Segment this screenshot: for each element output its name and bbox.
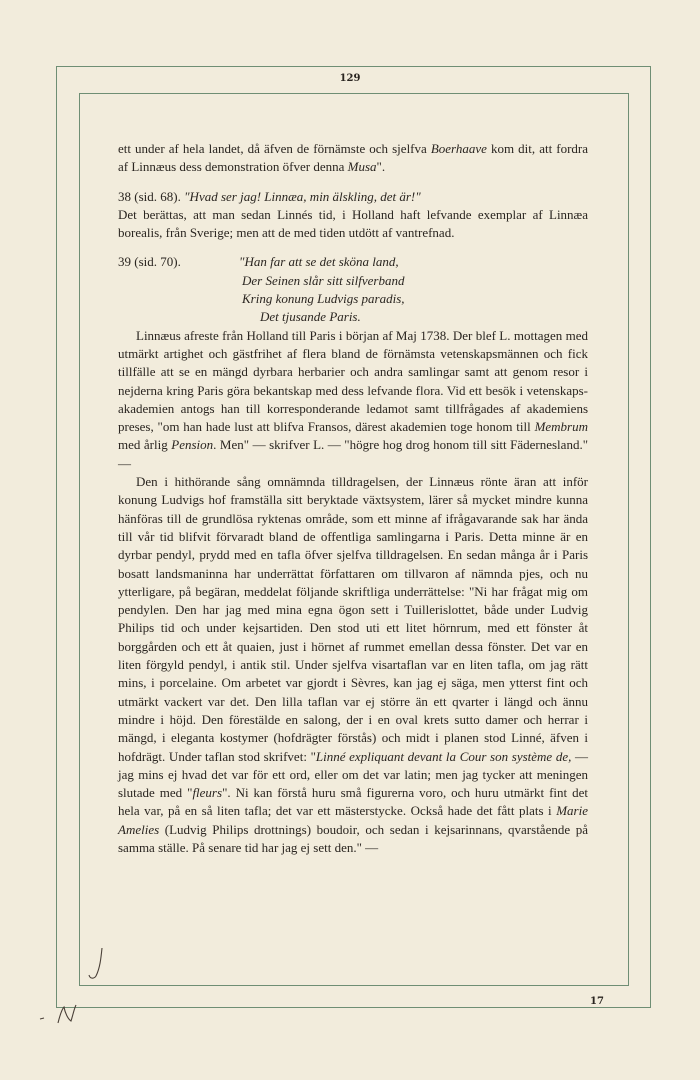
spacer [118, 242, 588, 253]
verse-line-1: "Han far att se det sköna land, [239, 254, 399, 270]
handwritten-mark-icon [86, 946, 108, 982]
text-run: . Men" — skrifver L. — "högre hog drog honom till sitt Fädernesland." — [118, 437, 588, 471]
note-38-number: 38 (sid. 68). [118, 188, 181, 204]
spacer [118, 177, 588, 188]
text-run: Den i hithörande sång omnämnda tilldragelsen, der Linnæus rönte äran att inför konung Ludvigs hof framställa sitt beryktade växtsystem, lärer så mycket mindre kunna hänföras till de grundlösa ryktenas område, som ett minne af ifrågavarande sak har ända till vår tid blifvit förvaradt bland de offentliga samlingarna i Paris. Detta minne är en dyrbar pendyl, prydd med en tafla öfver sjelfva tilldragelsen. En sedan många år i Paris bosatt landsmaninna har underrättat författaren om tillvaron af nämnda pjes, och nu ytterligare, på begäran, meddelat följande skriftliga underrättelse: "Ni har frågat mig om pendylen. Den har jag med mina egna ögon sett i Tuillerislottet, både under Ludvig Philips tid och under kejsartiden. Den stod uti ett litet hörnrum, med ett fönster åt borggården och ett åt quaien, just i hörnet af rummet emellan dessa fönster. Det var en liten förgyld pendyl, i antik stil. Under sjelfva visartaflan var en liten tafla, om jag rätt mins, i porcelaine. Om arbetet var gjordt i Sèvres, kan jag ej säga, men ytterst fint och utmärkt vackert var det. Den lilla taflan var ej större än ett qvarter i längd och ännu mindre i höjd. Den förestälde en salong, der i en oval krets sutto damer och herrar i mängd, i eleganta kostymer (hofdrägter förstås) och midt i planen stod Linné, äfven i hofdrägt. Under taflan stod skrifvet: " [118, 474, 588, 764]
text-run: ". [376, 159, 386, 175]
text-run: — jag mins ej hvad det var för ett ord, eller om det var latin; men jag tycker att meningen slutade med " [118, 748, 588, 801]
page-number: 129 [339, 73, 361, 84]
pendulum-paragraph [118, 473, 588, 857]
verse-line-4: Det tjusande Paris. [260, 309, 361, 325]
note-38-heading [118, 188, 588, 206]
note-39-text [118, 327, 588, 473]
verse-line-3: Kring konung Ludvigs paradis, [242, 291, 405, 307]
italic-run: fleurs [192, 785, 223, 801]
italic-run: Musa [347, 159, 377, 175]
italic-run: Membrum [534, 419, 588, 435]
note-39-heading [118, 253, 588, 271]
italic-run: Marie Amelies [118, 803, 588, 837]
italic-run: Pension [171, 437, 214, 453]
text-run: med årlig [118, 437, 172, 453]
body-text [118, 140, 588, 857]
note-38-text: Det berättas, att man sedan Linnés tid, i Holland haft lefvande exemplar af Linnæa borealis, från Sverige; men att de med tiden utdött af vantrefnad. [118, 206, 588, 241]
text-run: Linnæus afreste från Holland till Paris i början af Maj 1738. Der blef L. mottagen med utmärkt artighet och gästfrihet af flera bland de förnämsta vetenskapsmännen och fick tillfälle att se en mängd dyrbara herbarier och andra samlingar samt att genom resor i nejderna kring Paris göra bekantskap med dess lefvande flora. Vid ett besök i vetenskaps-akademien antogs han till korresponderande ledamot samt tillfrågades af akademiens preses, "om han hade lust att blifva Fransos, därest akademien toge honom till [118, 327, 588, 435]
note-38-quote: "Hvad ser jag! Linnæa, min älskling, det är!" [184, 188, 421, 204]
italic-run: Boerhaave [430, 141, 487, 156]
text-run: kom dit, att fordra af Linnæus dess demonstration öfver denna [118, 141, 589, 175]
text-run: (Ludvig Philips drottnings) boudoir, och sedan i kejsarinnans, qvarstående på samma ställe. På senare tid har jag ej sett den." — [118, 821, 588, 855]
signature-mark: 17 [590, 996, 604, 1007]
italic-run: Linné expliquant devant la Cour son système de, [315, 748, 572, 764]
note-39-number: 39 (sid. 70). [118, 254, 181, 270]
text-run: ". Ni kan förstå huru små figurerna voro, och huru utmärkt fint det hela var, på en så liten tafla; det var ett mästerstycke. Också hade det fått plats i [118, 785, 588, 819]
handwritten-initials-icon [38, 1003, 82, 1027]
text-run: ett under af hela landet, då äfven de förnämste och sjelfva [118, 141, 431, 156]
paragraph-continuation [118, 140, 588, 177]
verse-block [118, 272, 588, 327]
verse-line-2: Der Seinen slår sitt silfverband [242, 272, 405, 288]
